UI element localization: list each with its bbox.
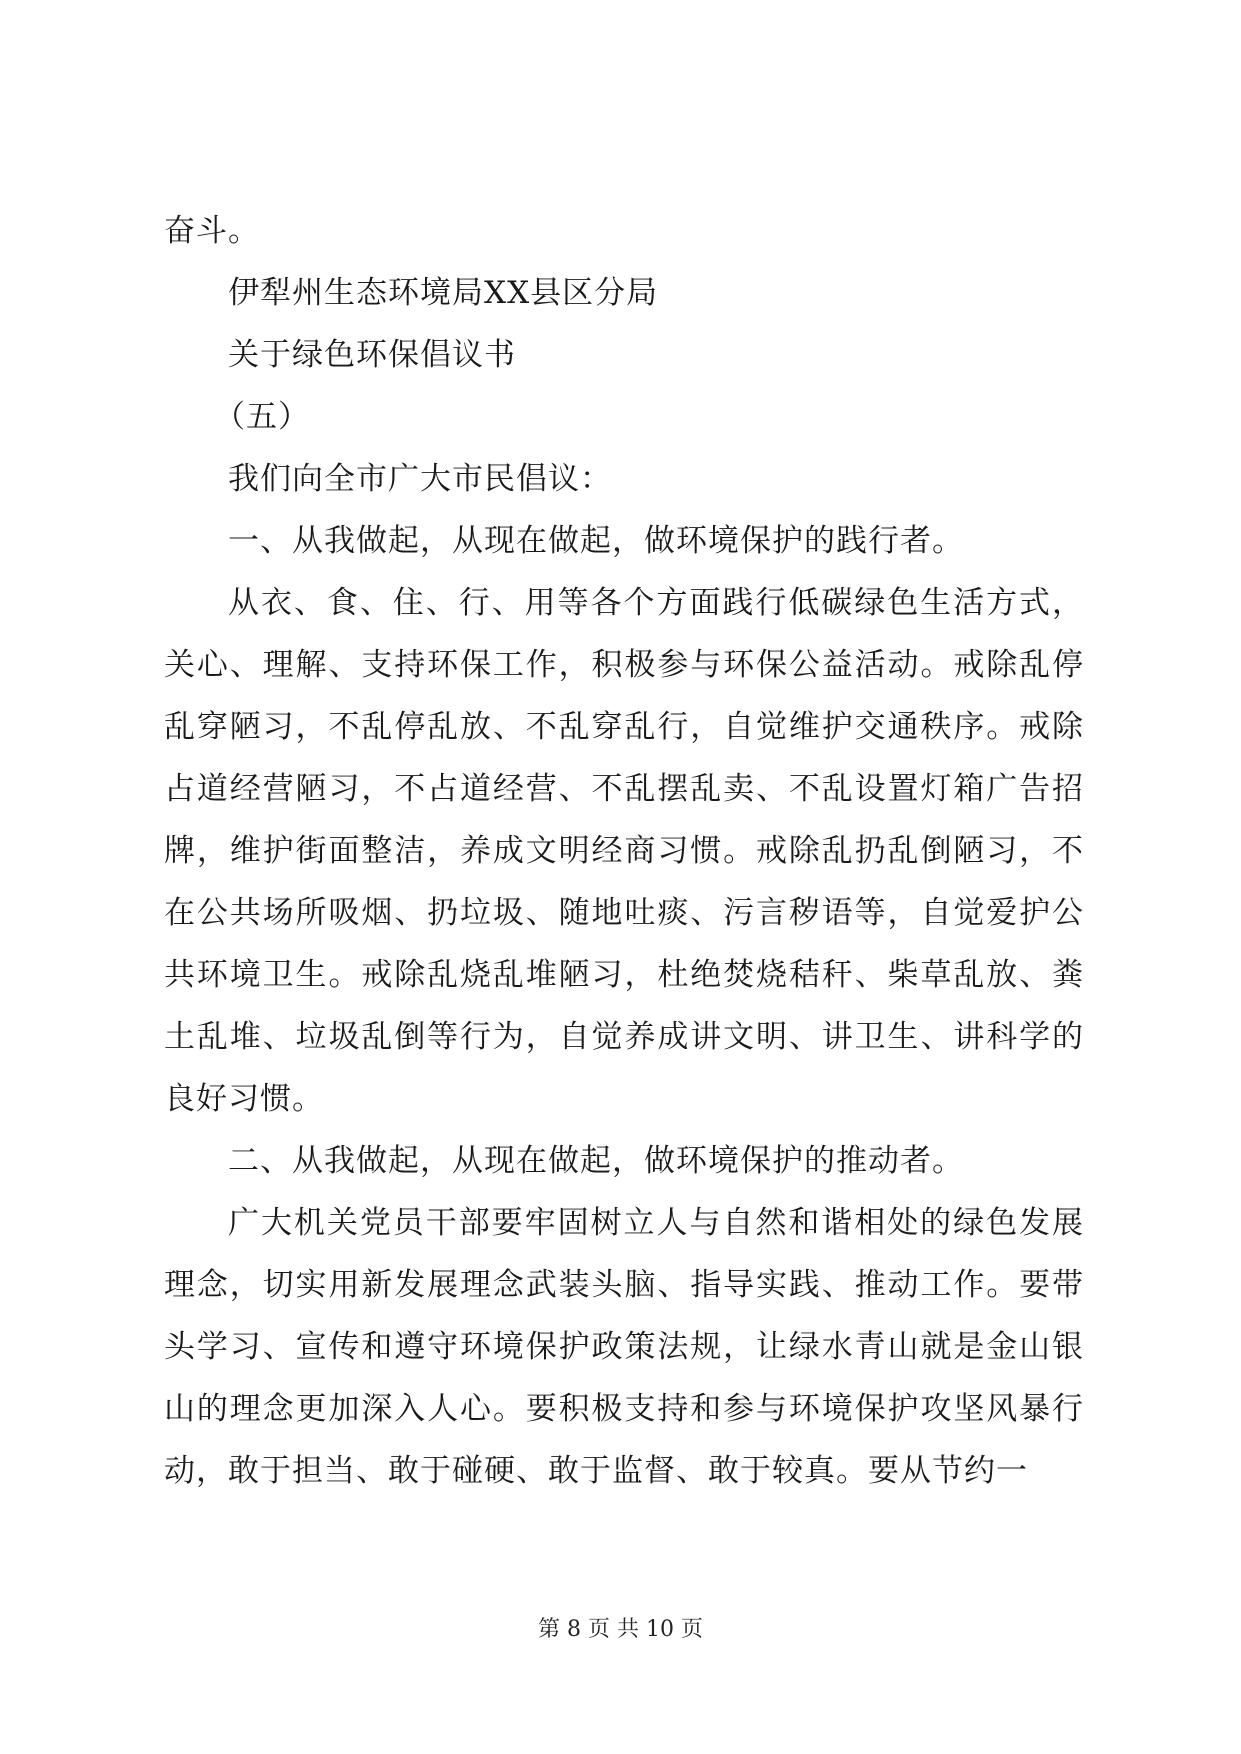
section-heading-1: 一、从我做起，从现在做起，做环境保护的践行者。 [228, 523, 964, 559]
document-body [164, 200, 1084, 1502]
section-number: （五） [214, 399, 310, 435]
document-title: 关于绿色环保倡议书 [228, 337, 516, 373]
issuer-name: 伊犁州生态环境局XX县区分局 [228, 275, 659, 311]
page-footer: 第 8 页 共 10 页 [538, 1617, 703, 1642]
paragraph-2: 广大机关党员干部要牢固树立人与自然和谐相处的绿色发展理念，切实用新发展理念武装头脑、指导实践、推动工作。要带头学习、宣传和遵守环境保护政策法规，让绿水青山就是金山银山的理念更加深入人心。要积极支持和参与环境保护攻坚风暴行动，敢于担当、敢于碰硬、敢于监督、敢于较真。要从节约一 [164, 1205, 1084, 1489]
salutation: 我们向全市广大市民倡议： [228, 461, 612, 497]
section-heading-2: 二、从我做起，从现在做起，做环境保护的推动者。 [228, 1143, 964, 1179]
text-line-continuation: 奋斗。 [164, 213, 260, 249]
paragraph-1: 从衣、食、住、行、用等各个方面践行低碳绿色生活方式，关心、理解、支持环保工作，积极参与环保公益活动。戒除乱停乱穿陋习，不乱停乱放、不乱穿乱行，自觉维护交通秩序。戒除占道经营陋习，不占道经营、不乱摆乱卖、不乱设置灯箱广告招牌，维护街面整洁，养成文明经商习惯。戒除乱扔乱倒陋习，不在公共场所吸烟、扔垃圾、随地吐痰、污言秽语等，自觉爱护公共环境卫生。戒除乱烧乱堆陋习，杜绝焚烧秸秆、柴草乱放、粪土乱堆、垃圾乱倒等行为，自觉养成讲文明、讲卫生、讲科学的良好习惯。 [164, 585, 1084, 1117]
